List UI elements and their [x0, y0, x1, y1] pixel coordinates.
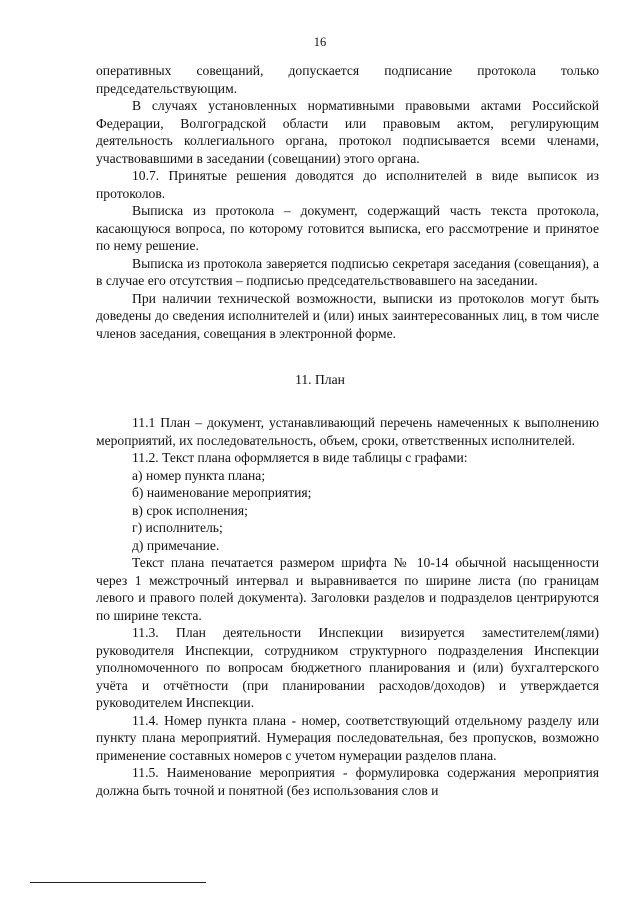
- top-text-block: [96, 62, 599, 342]
- paragraph-electronic-form: При наличии технической возможности, выписки из протоколов могут быть доведены до сведения исполнителей и (или) иных заинтересованных лиц, в том числе членов заседания, совещания в электронной форме.: [96, 290, 599, 341]
- paragraph-10-7: 10.7. Принятые решения доводятся до исполнителей в виде выписок из протоколов.: [96, 168, 599, 201]
- list-item: г) исполнитель;: [132, 520, 223, 535]
- paragraph-11-2: 11.2. Текст плана оформляется в виде таблицы с графами:: [132, 450, 468, 465]
- paragraph-11-1: 11.1 План – документ, устанавливающий перечень намеченных к выполнению мероприятий, их последовательность, объем, сроки, ответственных исполнителей.: [96, 415, 599, 448]
- paragraph-11-5: 11.5. Наименование мероприятия - формулировка содержания мероприятия должна быть точной и понятной (без использования слов и: [96, 765, 599, 798]
- paragraph-11-3: 11.3. План деятельности Инспекции визируется заместителем(лями) руководителя Инспекции, сотрудником структурного подразделения Инспекции уполномоченного по вопросам бюджетного планирования и (или) бухгалтерского учёта и отчётности (при планировании расходов/доходов) и утверждается руководителем Инспекции.: [96, 625, 599, 710]
- footnote-separator-line: [30, 882, 206, 883]
- paragraph-11-4: 11.4. Номер пункта плана - номер, соответствующий отдельному разделу или пункту плана мероприятий. Нумерация последовательная, без пропусков, возможно применение составных номеров с учетом нумерации разделов плана.: [96, 712, 599, 763]
- paragraph-continuation: оперативных совещаний, допускается подписание протокола только председательствующим.: [96, 63, 599, 96]
- list-item: д) примечание.: [132, 537, 220, 553]
- page-number: 16: [313, 35, 327, 49]
- paragraph-extract-definition: Выписка из протокола – документ, содержащий часть текста протокола, касающуюся вопроса, по которому готовится выписка, его рассмотрение и принятое по нему решение.: [96, 203, 599, 253]
- list-item: б) наименование мероприятия;: [132, 485, 312, 500]
- list-item: в) срок исполнения;: [132, 502, 248, 518]
- paragraph-extract-certification: Выписка из протокола заверяется подписью секретаря заседания (совещания), а в случае его отсутствия – подписью председательствовавшего на заседании.: [96, 255, 599, 288]
- paragraph-plan-format: Текст плана печатается размером шрифта № 10-14 обычной насыщенности через 1 межстрочный интервал и выравнивается по ширине листа (по границам левого и правого полей документа). Заголовки разделов и подразделов центрируются по ширине текста.: [96, 555, 599, 623]
- paragraph-signing-members: В случаях установленных нормативными правовыми актами Российской Федерации, Волгоградской области или правовым актом, регулирующим деятельность коллегиального органа, протокол подписывается всеми членами, участвовавшими в заседании (совещании) этого органа.: [96, 98, 599, 166]
- plan-text-block: [96, 414, 599, 799]
- section-title: 11. План: [295, 372, 345, 387]
- list-item: а) номер пункта плана;: [132, 467, 266, 483]
